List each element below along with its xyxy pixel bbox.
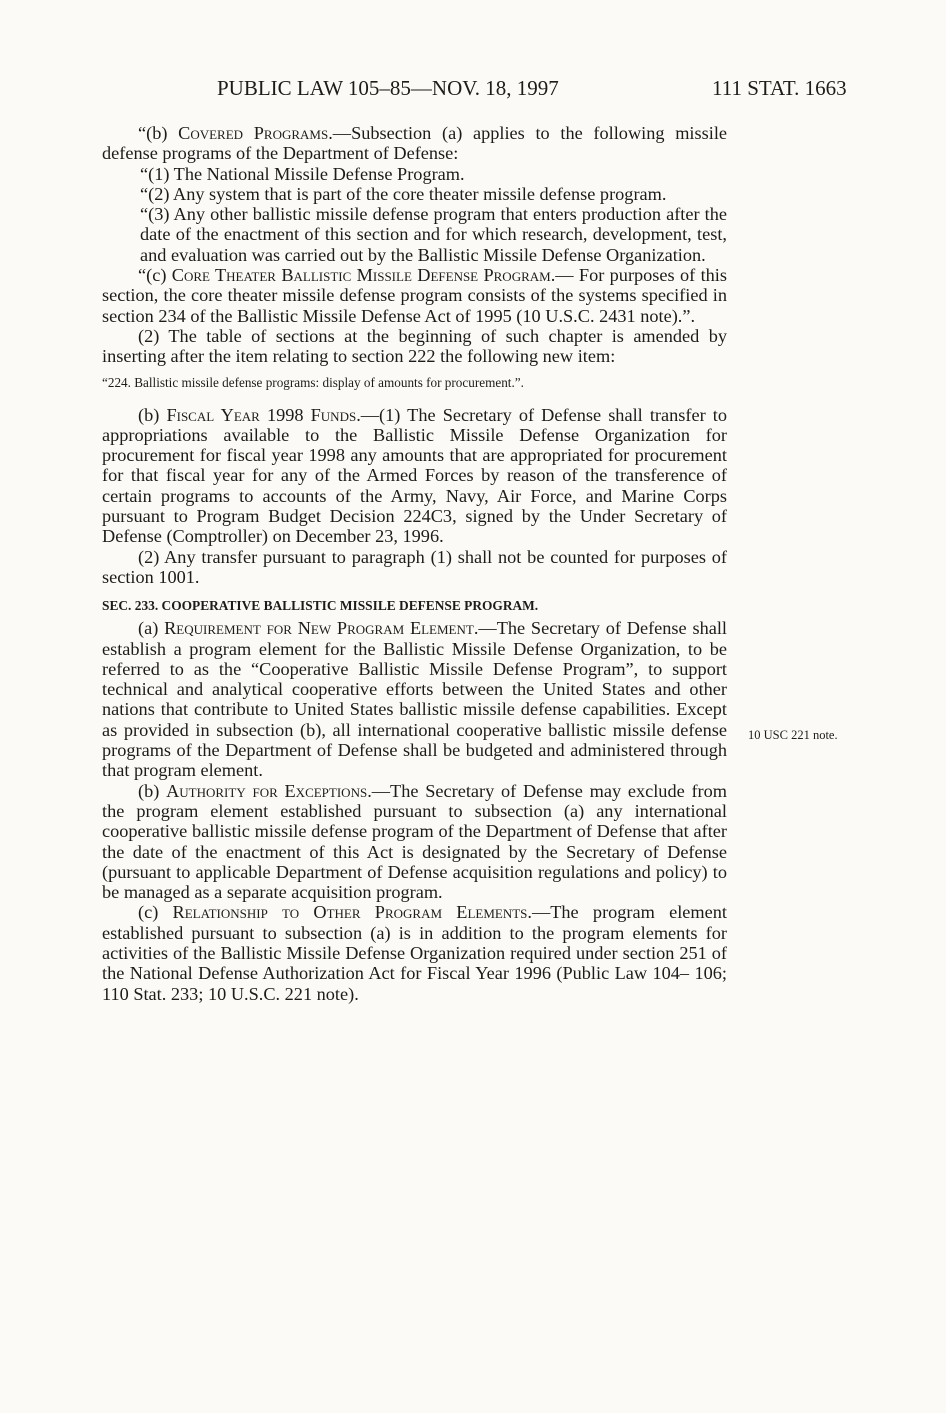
subsection-heading: Fiscal Year 1998 Funds.: [166, 404, 361, 425]
upper-text-block: [102, 123, 727, 1004]
paragraph-b1: “(1) The National Missile Defense Program.: [140, 163, 465, 184]
page-citation: 111 STAT. 1663: [712, 76, 847, 100]
subsection-a-requirement: (a) Requirement for New Program Element.—The Secretary of Defense shall establish a program element for the Ballistic Missile Defense Organization, to be referred to as the “Cooperative Ballistic Missile Defense Program”, to support technical and analytical cooperative efforts between the United States and other nations that contribute to United States ballistic missile defense capabilities. Except as provided in subsection (b), all international cooperative ballistic missile defense programs of the Department of Defense shall be budgeted and administered through that program element.: [102, 618, 727, 781]
subsection-b-covered-programs: “(b) Covered Programs.—Subsection (a) applies to the following missile defense programs of the Department of Defense:: [102, 123, 728, 164]
subsection-c-relationship: (c) Relationship to Other Program Elements.—The program element established pursuant to subsection (a) is in addition to the program elements for activities of the Ballistic Missile Defense Organization required under section 251 of the National Defense Authorization Act for Fiscal Year 1996 (Public Law 104– 106; 110 Stat. 233; 10 U.S.C. 221 note).: [102, 902, 727, 1004]
subsection-heading: Relationship to Other Program Elements.: [172, 902, 532, 923]
paragraph-b3: “(3) Any other ballistic missile defense program that enters production after the date of the enactment of this section and for which research, development, test, and evaluation was carried out by the Ballistic Missile Defense Organization.: [140, 204, 727, 265]
subsection-b-fy1998-funds: (b) Fiscal Year 1998 Funds.—(1) The Secretary of Defense shall transfer to appropriations available to the Ballistic Missile Defense Organization for procurement for fiscal year 1998 any amounts that are appropriated for procurement for that fiscal year for any of the Armed Forces by reason of the transference of certain programs to accounts of the Army, Navy, Air Force, and Marine Corps pursuant to Program Budget Decision 224C3, signed by the Under Secretary of Defense (Comptroller) on December 23, 1996.: [102, 404, 728, 547]
margin-note-usc: 10 USC 221 note.: [748, 728, 838, 742]
subsection-c-core-theater: “(c) Core Theater Ballistic Missile Defense Program.— For purposes of this section, the core theater missile defense program consists of the systems specified in section 234 of the Ballistic Missile Defense Act of 1995 (10 U.S.C. 2431 note).”.: [102, 265, 727, 326]
running-header-title: PUBLIC LAW 105–85—NOV. 18, 1997: [217, 76, 559, 100]
subsection-heading: Authority for Exceptions.: [166, 780, 372, 801]
subsection-heading: Requirement for New Program Element.: [164, 618, 479, 639]
paragraph-2-table-amendment: (2) The table of sections at the beginning of such chapter is amended by inserting after the item relating to section 222 the following new item:: [102, 325, 727, 367]
subsection-heading: Covered Programs.: [178, 123, 333, 143]
section-233-heading: SEC. 233. COOPERATIVE BALLISTIC MISSILE DEFENSE PROGRAM.: [102, 598, 539, 614]
subsection-b-authority: (b) Authority for Exceptions.—The Secretary of Defense may exclude from the program element established pursuant to subsection (a) any international cooperative ballistic missile defense program of the Department of Defense that after the date of the enactment of this Act is designated by the Secretary of Defense (pursuant to applicable Department of Defense acquisition regulations and policy) to be managed as a separate acquisition program.: [102, 780, 727, 903]
subsection-heading: Core Theater Ballistic Missile Defense Program.: [171, 265, 556, 286]
paragraph-b2: “(2) Any system that is part of the core theater missile defense program.: [140, 183, 667, 204]
table-of-sections-item: “224. Ballistic missile defense programs: display of amounts for procurement.”.: [102, 374, 524, 390]
paragraph-fy-2: (2) Any transfer pursuant to paragraph (1) shall not be counted for purposes of section 1001.: [102, 546, 727, 587]
